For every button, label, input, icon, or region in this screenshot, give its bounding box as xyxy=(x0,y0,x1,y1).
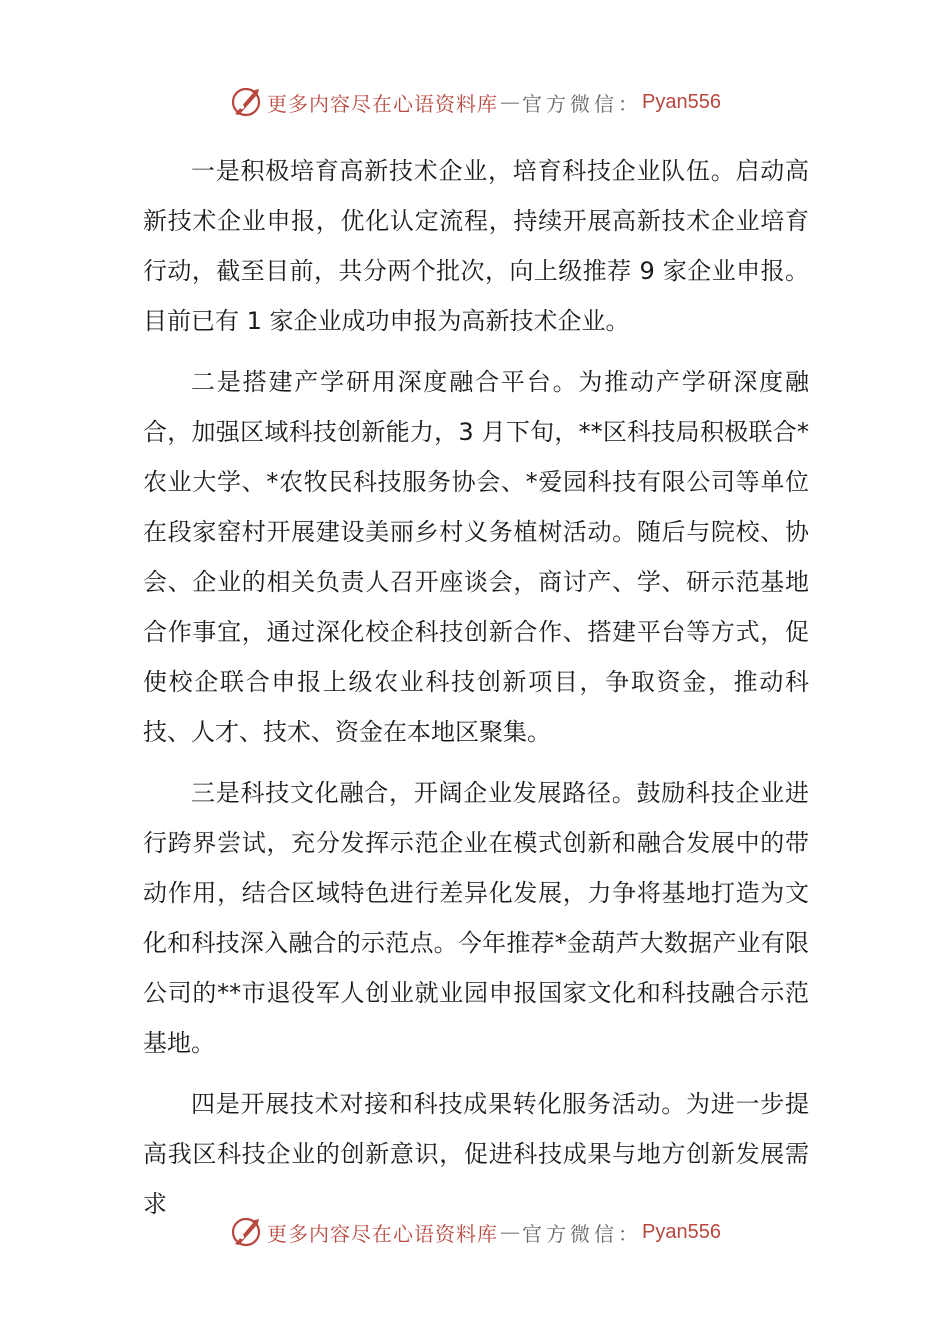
quill-pen-logo-icon xyxy=(229,85,263,119)
header-banner xyxy=(0,82,950,122)
document-body xyxy=(143,146,809,1240)
paragraph-3: 三是科技文化融合，开阔企业发展路径。鼓励科技企业进行跨界尝试，充分发挥示范企业在模式创新和融合发展中的带动作用，结合区域特色进行差异化发展，力争将基地打造为文化和科技深入融合的示范点。今年推荐*金葫芦大数据产业有限公司的**市退役军人创业就业园申报国家文化和科技融合示范基地。 xyxy=(143,779,809,1057)
banner-site-name: 更多内容尽在心语资料库 xyxy=(267,1221,499,1246)
quill-pen-logo-icon xyxy=(229,1215,263,1249)
banner-dash: — xyxy=(500,1220,521,1244)
footer-banner xyxy=(0,1212,950,1252)
banner-wechat-id: Pyan556 xyxy=(642,1220,721,1243)
paragraph-4: 四是开展技术对接和科技成果转化服务活动。为进一步提高我区科技企业的创新意识，促进科技成果与地方创新发展需求 xyxy=(143,1090,809,1218)
banner-wechat-id: Pyan556 xyxy=(642,90,721,113)
banner-site-name: 更多内容尽在心语资料库 xyxy=(267,91,499,116)
paragraph-1: 一是积极培育高新技术企业，培育科技企业队伍。启动高新技术企业申报，优化认定流程，持续开展高新技术企业培育行动，截至目前，共分两个批次，向上级推荐 9 家企业申报。目前已有 1 家企业成功申报为高新技术企业。 xyxy=(143,157,809,335)
banner-wechat-label: 官方微信： xyxy=(522,91,643,116)
banner-dash: — xyxy=(500,90,521,114)
paragraph-2: 二是搭建产学研用深度融合平台。为推动产学研深度融合，加强区域科技创新能力，3 月下旬，**区科技局积极联合*农业大学、*农牧民科技服务协会、*爱园科技有限公司等单位在段家窑村开展建设美丽乡村义务植树活动。随后与院校、协会、企业的相关负责人召开座谈会，商讨产、学、研示范基地合作事宜，通过深化校企科技创新合作、搭建平台等方式，促使校企联合申报上级农业科技创新项目，争取资金，推动科技、人才、技术、资金在本地区聚集。 xyxy=(143,368,809,746)
banner-wechat-label: 官方微信： xyxy=(522,1221,643,1246)
